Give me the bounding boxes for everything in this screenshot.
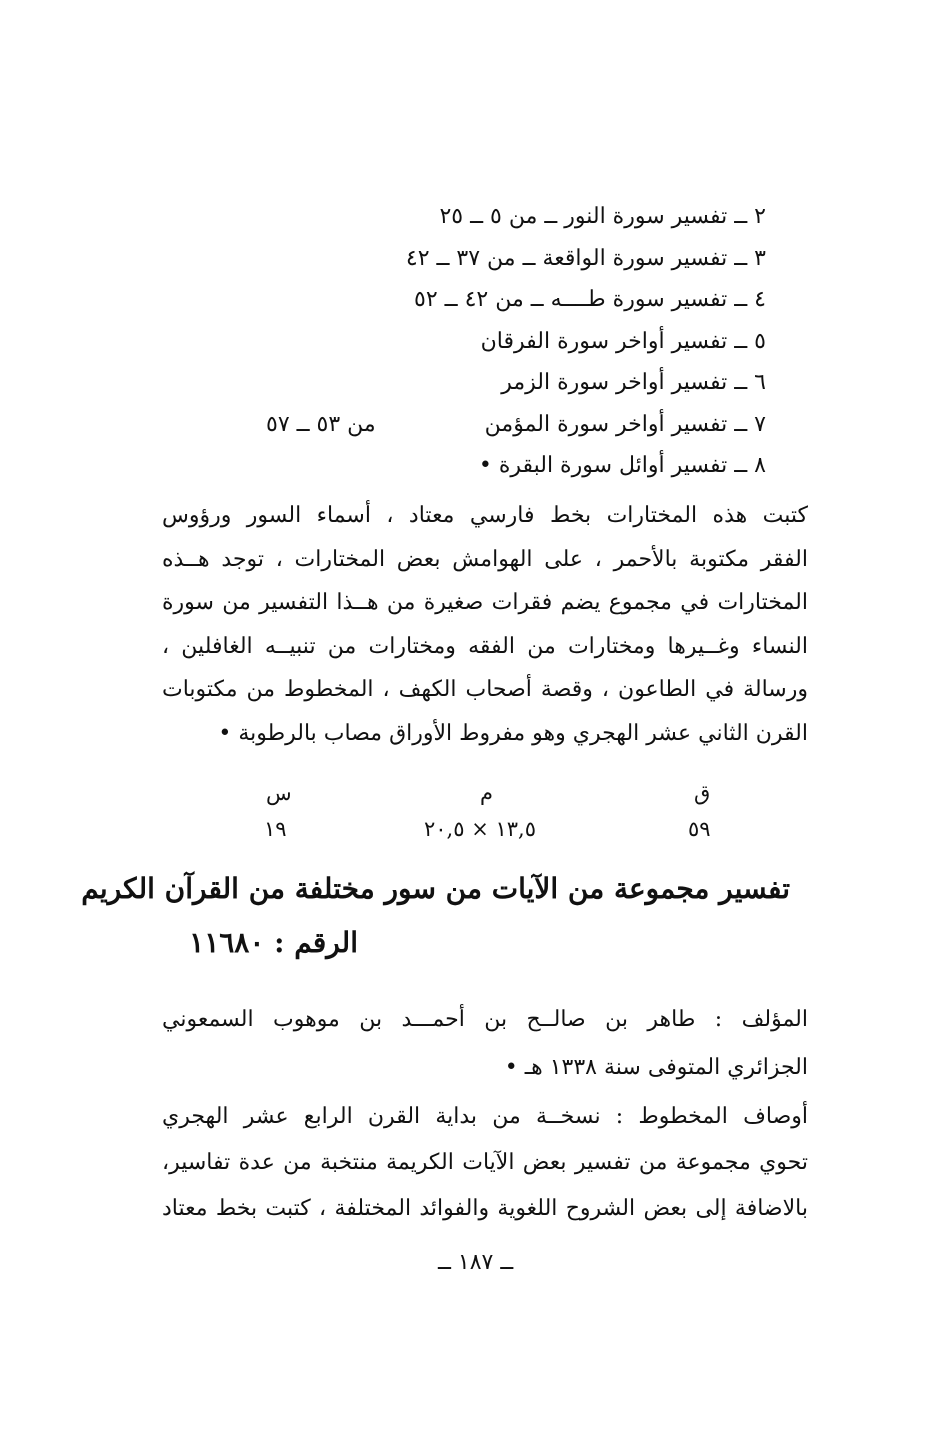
author-paragraph bbox=[162, 996, 808, 1092]
list-item-text: تفسير أواخر سورة الزمر bbox=[501, 370, 728, 395]
list-item-text: تفسير أوائل سورة البقرة • bbox=[478, 453, 728, 478]
paragraph-line: أوصاف المخطوط : نسخــة من بداية القرن الرابع عشر الهجري bbox=[162, 1104, 808, 1129]
list-item-number: ٨ bbox=[754, 453, 766, 478]
list-item bbox=[146, 238, 766, 280]
list-item-number: ٤ bbox=[754, 287, 766, 312]
list-item-number: ٦ bbox=[754, 370, 766, 395]
paragraph-line: القرن الثاني عشر الهجري وهو مفروط الأوراق مصاب بالرطوبة • bbox=[218, 720, 808, 746]
paragraph-line: بالاضافة إلى بعض الشروح اللغوية والفوائد المختلفة ، كتبت بخط معتاد bbox=[162, 1196, 808, 1221]
list-item-text: تفسير سورة طــــه ــ من ٤٢ ــ ٥٢ bbox=[414, 287, 728, 312]
list-item bbox=[146, 321, 766, 363]
dimension-label-m: م bbox=[480, 781, 494, 805]
dimension-label-q: ق bbox=[694, 781, 711, 805]
list-item-separator: ــ bbox=[727, 287, 748, 312]
contents-list bbox=[146, 196, 766, 487]
list-item-text: تفسير سورة النور ــ من ٥ ــ ٢٥ bbox=[439, 204, 728, 229]
dimension-label-s: س bbox=[266, 781, 292, 805]
list-item-separator: ــ bbox=[727, 411, 748, 437]
list-item bbox=[146, 279, 766, 321]
manuscript-description-paragraph bbox=[162, 1094, 808, 1232]
list-item-separator: ــ bbox=[727, 245, 748, 271]
description-paragraph bbox=[162, 494, 808, 755]
list-item-separator: ــ bbox=[727, 453, 748, 478]
dimension-value-m: ١٣,٥ × ٢٠,٥ bbox=[424, 817, 536, 841]
paragraph-line: المختارات في مجموع يضم فقرات صغيرة من هــذا التفسير من سورة bbox=[162, 590, 808, 615]
paragraph-line: الجزائري المتوفى سنة ١٣٣٨ هـ • bbox=[504, 1055, 808, 1080]
paragraph-line: الفقر مكتوبة بالأحمر ، على الهوامش بعض المختارات ، توجد هــذه bbox=[162, 546, 808, 572]
list-item-text: تفسير أواخر سورة المؤمن bbox=[484, 411, 728, 437]
paragraph-line: كتبت هذه المختارات بخط فارسي معتاد ، أسماء السور ورؤوس bbox=[162, 503, 808, 528]
list-item-range: من ٥٣ ــ ٥٧ bbox=[266, 411, 376, 437]
list-item-text: تفسير سورة الواقعة ــ من ٣٧ ــ ٤٢ bbox=[405, 245, 728, 271]
dimension-value-s: ١٩ bbox=[264, 817, 287, 841]
paragraph-line: النساء وغــيرها ومختارات من الفقه ومختارات من تنبيــه الغافلين ، bbox=[162, 633, 808, 659]
list-item bbox=[146, 362, 766, 404]
list-item-number: ٧ bbox=[754, 411, 766, 437]
list-item bbox=[146, 404, 766, 446]
paragraph-line: المؤلف : طاهر بن صالــح بن أحمـــد بن موهوب السمعوني bbox=[162, 1007, 808, 1032]
paragraph-line: تحوي مجموعة من تفسير بعض الآيات الكريمة منتخبة من عدة تفاسير، bbox=[162, 1150, 808, 1175]
reference-number: الرقم : ١١٦٨٠ bbox=[189, 926, 358, 959]
page-number: ــ ١٨٧ ــ bbox=[438, 1250, 514, 1275]
list-item-separator: ــ bbox=[727, 328, 748, 354]
section-title: تفسير مجموعة من الآيات من سور مختلفة من القرآن الكريم bbox=[81, 872, 790, 905]
paragraph-line: ورسالة في الطاعون ، وقصة أصحاب الكهف ، المخطوط من مكتوبات bbox=[162, 677, 808, 702]
list-item-number: ٢ bbox=[754, 204, 766, 229]
list-item-separator: ــ bbox=[727, 204, 748, 229]
list-item-separator: ــ bbox=[727, 370, 748, 395]
list-item bbox=[146, 196, 766, 238]
list-item-number: ٥ bbox=[754, 328, 766, 354]
dimension-value-q: ٥٩ bbox=[688, 817, 711, 841]
list-item-text: تفسير أواخر سورة الفرقان bbox=[480, 328, 728, 354]
list-item-number: ٣ bbox=[754, 245, 766, 271]
list-item bbox=[146, 445, 766, 487]
